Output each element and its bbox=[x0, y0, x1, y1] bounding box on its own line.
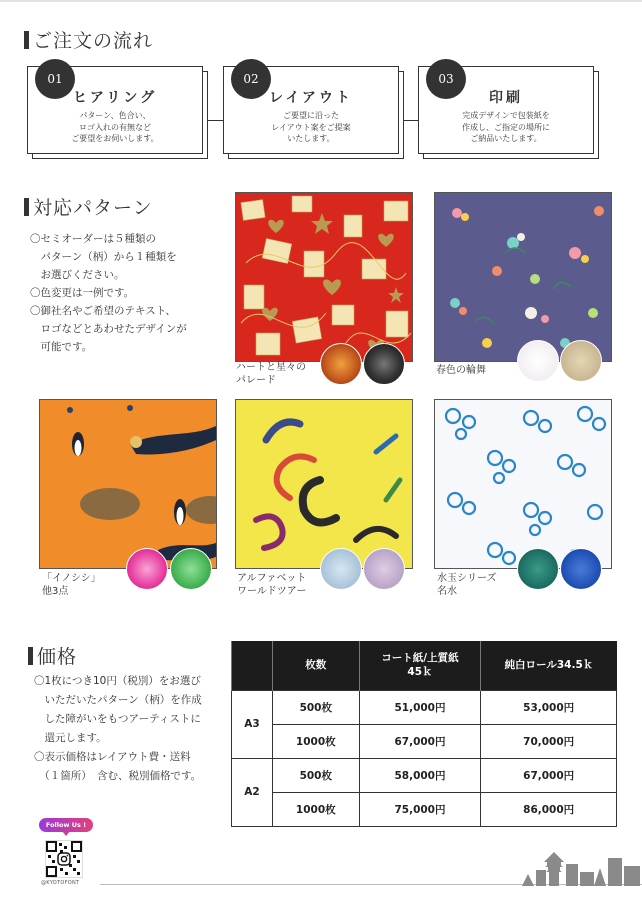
price-cell: 67,000円 bbox=[359, 724, 481, 758]
water-dots-artwork bbox=[435, 400, 612, 569]
pattern-image-spring-flowers[interactable] bbox=[434, 192, 612, 362]
price-cell: 86,000円 bbox=[481, 792, 617, 826]
patterns-section-title bbox=[24, 193, 153, 220]
flow-section-title bbox=[24, 26, 153, 53]
patterns-title-text: 対応パターン bbox=[33, 197, 153, 219]
skyline-illustration bbox=[520, 848, 642, 886]
patterns-description: 〇セミオーダーは５種類の パターン（柄）から１種類を お選びください。 〇色変更は一例です。 〇御社名やご希望のテキスト、 ロゴなどとあわせたデザインが 可能です。 bbox=[30, 233, 187, 353]
table-row bbox=[232, 792, 617, 826]
price-cell: 58,000円 bbox=[359, 758, 481, 792]
step-number-badge: 02 bbox=[231, 59, 271, 99]
table-row bbox=[232, 724, 617, 758]
price-cell: 75,000円 bbox=[359, 792, 481, 826]
flow-step-card bbox=[27, 66, 203, 154]
step-description: パターン、色合い、 ロゴ入れの有無など ご要望をお伺いします。 bbox=[71, 111, 159, 143]
size-cell: A3 bbox=[232, 690, 273, 758]
pattern-label: 春色の輪舞 bbox=[436, 365, 486, 376]
color-variant-swatch[interactable] bbox=[560, 548, 602, 590]
step-title: 印刷 bbox=[489, 90, 523, 106]
qty-cell: 500枚 bbox=[272, 758, 359, 792]
pattern-image-alphabet[interactable] bbox=[235, 399, 413, 569]
step-description: ご要望に沿った レイアウト案をご提案 いたします。 bbox=[271, 111, 351, 143]
pattern-image-hearts-stars[interactable] bbox=[235, 192, 413, 362]
header-white-roll: 純白ロール34.5ｋ bbox=[481, 641, 617, 690]
price-description: 〇1枚につき10円（税別）をお選び いただいたパターン（柄）を作成 した障がいをもつアーティストに 還元します。 〇表示価格はレイアウト費・送料 （１箇所） 含む、税別価格です。 bbox=[34, 675, 202, 782]
pattern-label: 「イノシシ」 他3点 bbox=[42, 573, 101, 597]
price-section-title bbox=[28, 642, 77, 669]
flow-title-text: ご注文の流れ bbox=[33, 30, 154, 52]
price-cell: 70,000円 bbox=[481, 724, 617, 758]
pattern-label: 水玉シリーズ 名水 bbox=[437, 573, 497, 597]
color-variant-swatch[interactable] bbox=[363, 548, 405, 590]
qty-cell: 1000枚 bbox=[272, 792, 359, 826]
step-title: レイアウト bbox=[269, 90, 353, 106]
top-divider bbox=[0, 0, 642, 2]
color-variant-swatch[interactable] bbox=[320, 343, 362, 385]
title-bar-marker bbox=[24, 198, 29, 216]
spring-flowers-artwork bbox=[435, 193, 612, 362]
boar-artwork bbox=[40, 400, 217, 569]
color-variant-swatch[interactable] bbox=[126, 548, 168, 590]
color-variant-swatch[interactable] bbox=[517, 340, 559, 382]
price-cell: 53,000円 bbox=[481, 690, 617, 724]
pattern-image-boar[interactable] bbox=[39, 399, 217, 569]
flow-step-card bbox=[418, 66, 594, 154]
social-handle: @KYOTOFONT bbox=[41, 880, 80, 886]
color-variant-swatch[interactable] bbox=[517, 548, 559, 590]
title-bar-marker bbox=[28, 647, 33, 665]
instagram-icon bbox=[58, 853, 70, 865]
header-coat-paper: コート紙/上質紙 45ｋ bbox=[359, 641, 481, 690]
qr-code-icon[interactable] bbox=[45, 840, 83, 878]
price-table-header bbox=[232, 641, 617, 690]
step-title: ヒアリング bbox=[72, 90, 158, 106]
pattern-image-water-dots[interactable] bbox=[434, 399, 612, 569]
size-cell: A2 bbox=[232, 758, 273, 826]
pattern-label: ハートと星々の パレード bbox=[236, 362, 306, 386]
header-qty: 枚数 bbox=[272, 641, 359, 690]
price-cell: 67,000円 bbox=[481, 758, 617, 792]
title-bar-marker bbox=[24, 31, 29, 49]
color-variant-swatch[interactable] bbox=[560, 340, 602, 382]
alphabet-artwork bbox=[236, 400, 413, 569]
color-variant-swatch[interactable] bbox=[170, 548, 212, 590]
hearts-stars-artwork bbox=[236, 193, 413, 362]
follow-us-badge[interactable]: Follow Us ! bbox=[39, 818, 93, 832]
step-description: 完成デザインで包装紙を 作成し、ご指定の場所に ご納品いたします。 bbox=[462, 111, 550, 143]
step-number-badge: 01 bbox=[35, 59, 75, 99]
price-title-text: 価格 bbox=[37, 646, 78, 668]
color-variant-swatch[interactable] bbox=[363, 343, 405, 385]
table-row bbox=[232, 690, 617, 724]
step-number-badge: 03 bbox=[426, 59, 466, 99]
header-blank bbox=[232, 641, 273, 690]
pattern-label: アルファベット ワールドツアー bbox=[237, 573, 307, 597]
qty-cell: 1000枚 bbox=[272, 724, 359, 758]
price-cell: 51,000円 bbox=[359, 690, 481, 724]
price-table bbox=[231, 641, 617, 827]
follow-badge-pointer bbox=[62, 831, 70, 836]
flow-step-card bbox=[223, 66, 399, 154]
qr-pattern bbox=[46, 841, 82, 877]
table-row bbox=[232, 758, 617, 792]
color-variant-swatch[interactable] bbox=[320, 548, 362, 590]
qty-cell: 500枚 bbox=[272, 690, 359, 724]
